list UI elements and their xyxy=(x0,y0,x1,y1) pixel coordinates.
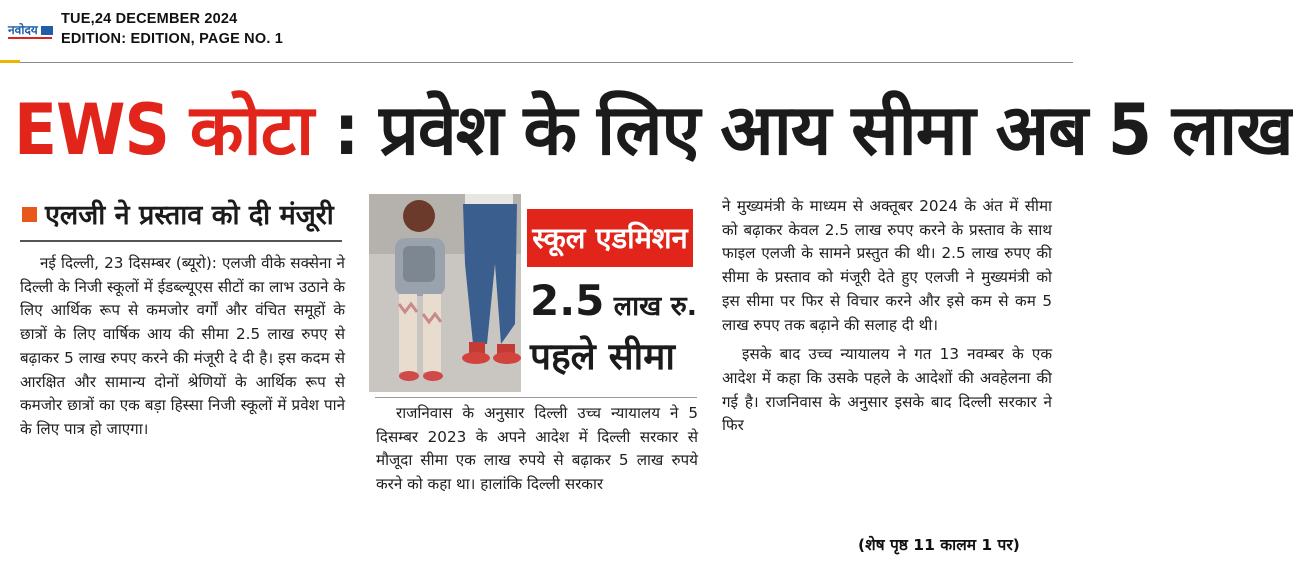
article-column-1 xyxy=(20,252,345,442)
article-column-3 xyxy=(722,195,1052,438)
edition-page: EDITION: EDITION, PAGE NO. 1 xyxy=(61,31,284,47)
amount-unit: लाख रु. xyxy=(604,291,697,322)
amount-number: 2.5 xyxy=(530,276,605,325)
subheadline-text: एलजी ने प्रस्ताव को दी मंजूरी xyxy=(45,200,334,231)
headline-red-part: EWS कोटा xyxy=(14,89,314,171)
edition-meta xyxy=(61,9,283,49)
headline-dark-part: : प्रवेश के लिए आय सीमा अब 5 लाख xyxy=(313,89,1293,171)
previous-limit-label: पहले सीमा xyxy=(530,335,675,378)
article-paragraph: नई दिल्ली, 23 दिसम्बर (ब्यूरो): एलजी वीके सक्सेना ने दिल्ली के निजी स्कूलों में ईडब्ल्यूएस सीटों का लाभ उठाने के लिए आर्थिक रूप से कमजोर वर्गों और वंचित समूहों के छात्रों के लिए वार्षिक आय की सीमा 2.5 लाख रुपए से बढ़ाकर 5 लाख रुपए करने की मंजूरी दे दी है। इस कदम से आरक्षित और सामान्य दोनों श्रेणियों के आर्थिक रूप से कमजोर छात्रों का एक बड़ा हिस्सा निजी स्कूलों में प्रवेश पाने के लिए पात्र हो जाएगा। xyxy=(20,254,345,438)
continuation-reference: (शेष पृष्ठ 11 कालम 1 पर) xyxy=(858,536,1020,554)
article-paragraph: ने मुख्यमंत्री के माध्यम से अक्तूबर 2024 के अंत में सीमा को बढ़ाकर केवल 2.5 लाख रुपए करने के प्रस्ताव के साथ फाइल एलजी के सामने प्रस्तुत की थी। 2.5 लाख रुपए की सीमा के प्रस्ताव को मंजूरी देते हुए एलजी ने मुख्यमंत्री को इस सीमा पर फिर से विचार करने और इसे कम से कम 5 लाख रुपए तक बढ़ाने की सलाह दी थी। xyxy=(722,197,1052,334)
school-children-photo xyxy=(369,194,521,392)
edition-date: TUE,24 DECEMBER 2024 xyxy=(61,11,238,27)
article-paragraph: राजनिवास के अनुसार दिल्ली उच्च न्यायालय ने 5 दिसम्बर 2023 के अपने आदेश में दिल्ली सरकार से मौजूदा सीमा एक लाख रुपये से बढ़ाकर 5 लाख रुपये करने को कहा था। हालांकि दिल्ली सरकार xyxy=(376,404,698,494)
newspaper-logo-icon xyxy=(8,18,54,42)
square-bullet-icon xyxy=(22,207,37,222)
subheadline-rule xyxy=(20,240,342,242)
school-admission-badge: स्कूल एडमिशन xyxy=(527,209,693,267)
svg-text:नवोदय: नवोदय xyxy=(8,23,38,37)
edition-header xyxy=(0,0,1073,63)
income-limit-amount xyxy=(530,276,702,332)
article-paragraph: इसके बाद उच्च न्यायालय ने गत 13 नवम्बर के एक आदेश में कहा कि उसके पहले के आदेशों की अवहेलना की गई है। राजनिवास के अनुसार इसके बाद दिल्ली सरकार ने फिर xyxy=(722,345,1052,435)
column-2-rule xyxy=(375,397,697,398)
article-column-2 xyxy=(376,402,698,497)
subheadline xyxy=(22,196,334,236)
header-accent xyxy=(0,60,20,63)
page-headline xyxy=(14,82,1293,178)
